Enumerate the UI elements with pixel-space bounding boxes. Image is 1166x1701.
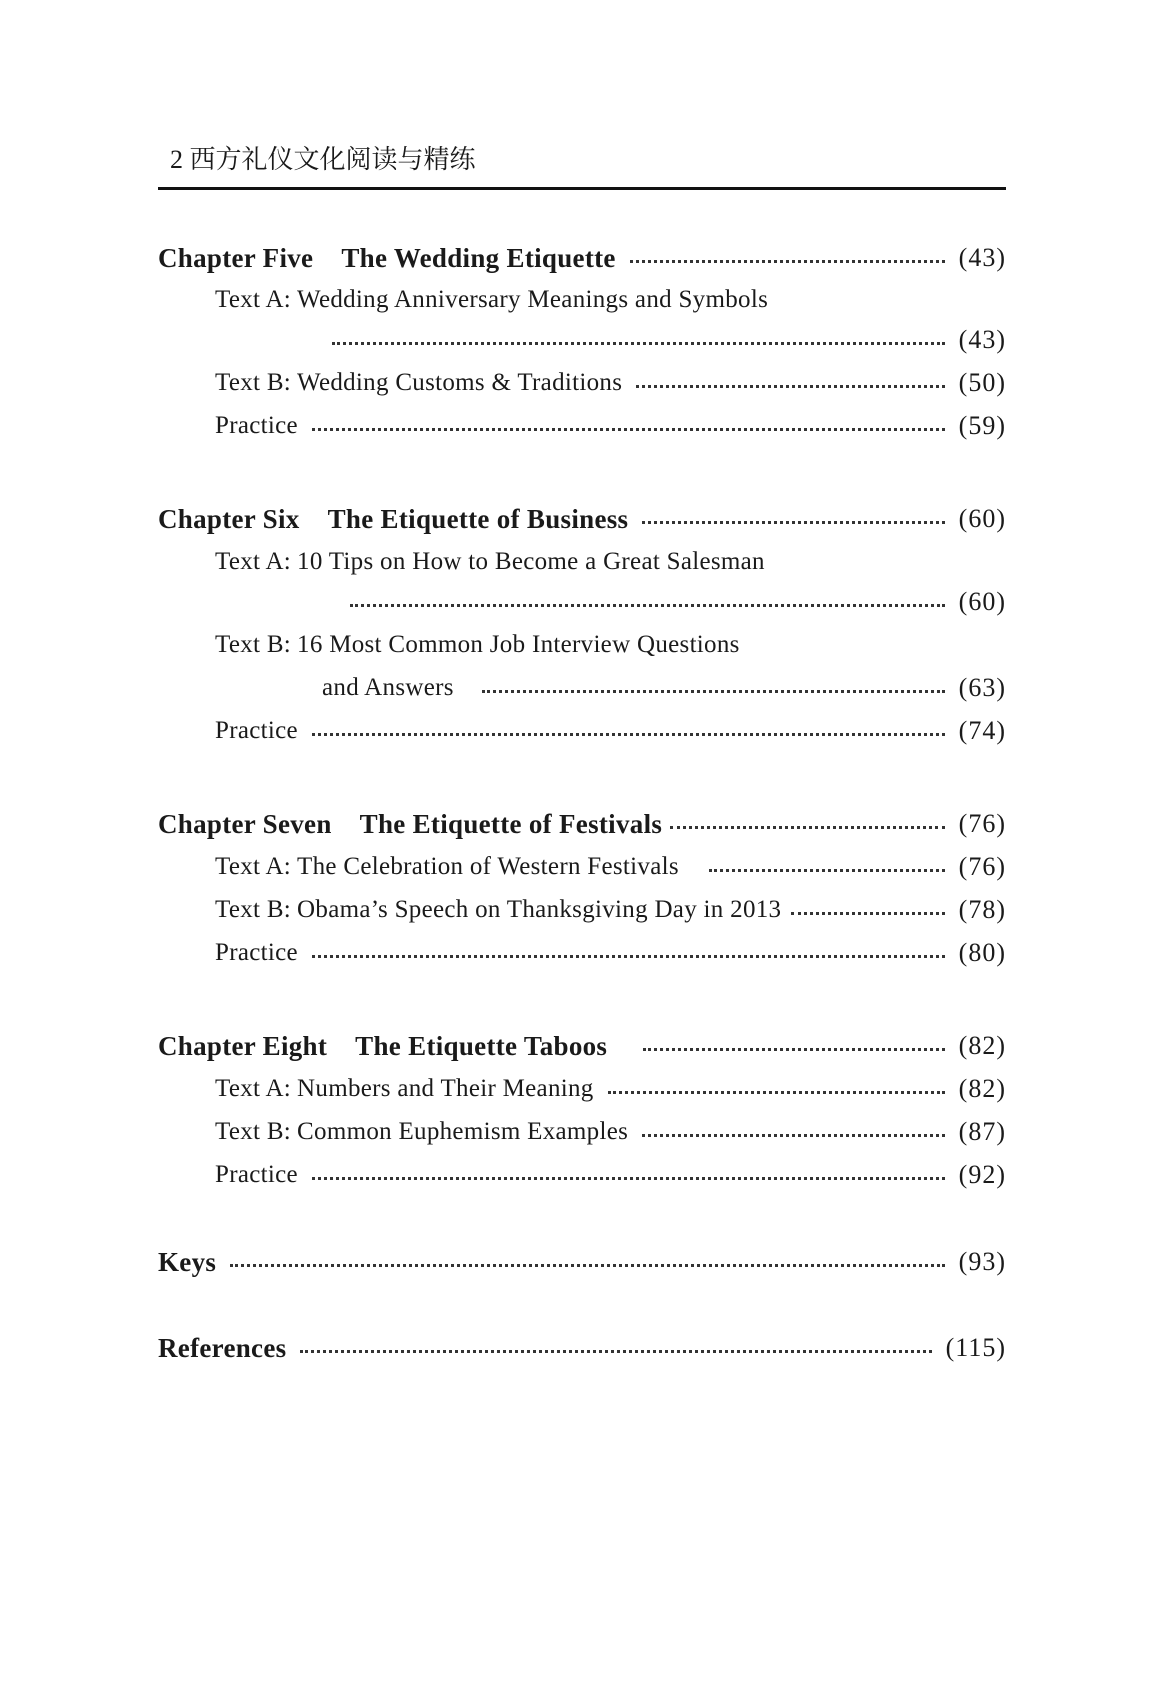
dot-leader (350, 604, 945, 607)
text-prefix: Text B: (215, 896, 292, 923)
page-number: (82) (958, 1074, 1006, 1103)
chapter-title: The Etiquette of Festivals (359, 808, 663, 839)
dot-leader (482, 690, 945, 693)
toc-ch6-text-a (158, 540, 1006, 584)
page-number: (60) (958, 587, 1006, 616)
dot-leader (332, 342, 945, 345)
practice-label: Practice (215, 1161, 298, 1188)
toc-ch8-text-a (158, 1067, 1006, 1111)
text-title: 16 Most Common Job Interview Questions (297, 631, 740, 658)
dot-leader (643, 1048, 944, 1051)
chapter-number: Chapter Eight (158, 1030, 328, 1061)
toc-references (158, 1326, 1006, 1370)
header-book-title: 西方礼仪文化阅读与精练 (189, 145, 476, 174)
page-number: (92) (958, 1160, 1006, 1189)
chapter-title: The Etiquette of Business (327, 503, 629, 534)
dot-leader (300, 1350, 931, 1353)
page-number: (50) (958, 368, 1006, 397)
text-title: Obama’s Speech on Thanksgiving Day in 2013 (297, 896, 782, 923)
dot-leader (709, 869, 945, 872)
page-number: (59) (958, 411, 1006, 440)
toc-ch5-practice (158, 404, 1006, 448)
toc-ch8-text-b (158, 1110, 1006, 1154)
dot-leader (312, 733, 945, 736)
page-number: (115) (945, 1333, 1006, 1362)
chapter-number: Chapter Six (158, 503, 300, 534)
toc-ch6-text-a-leader (158, 580, 1006, 624)
page-number: (87) (958, 1117, 1006, 1146)
page-number: (43) (958, 325, 1006, 354)
dot-leader (636, 385, 944, 388)
dot-leader (642, 521, 944, 524)
page-number: (43) (958, 243, 1006, 272)
toc-ch5-text-a (158, 278, 1006, 322)
chapter-title: The Etiquette Taboos (355, 1030, 608, 1061)
text-title-cont: and Answers (322, 674, 454, 701)
toc-chapter-five (158, 236, 1006, 280)
text-prefix: Text A: (215, 548, 292, 575)
page-number: (78) (958, 895, 1006, 924)
dot-leader (642, 1134, 945, 1137)
dot-leader (791, 912, 944, 915)
toc-chapter-seven (158, 802, 1006, 846)
toc-ch5-text-a-leader (158, 318, 1006, 362)
toc-chapter-eight (158, 1024, 1006, 1068)
header-page-number: 2 (170, 145, 183, 174)
toc-ch5-text-b (158, 361, 1006, 405)
toc-ch8-practice (158, 1153, 1006, 1197)
text-title: 10 Tips on How to Become a Great Salesman (297, 548, 765, 575)
chapter-number: Chapter Seven (158, 808, 332, 839)
page-number: (93) (958, 1247, 1006, 1276)
toc-chapter-six (158, 497, 1006, 541)
toc-keys (158, 1240, 1006, 1284)
toc-ch7-practice (158, 931, 1006, 975)
page-number: (76) (958, 852, 1006, 881)
page-number: (63) (958, 673, 1006, 702)
dot-leader (670, 826, 944, 829)
toc-ch7-text-b (158, 888, 1006, 932)
practice-label: Practice (215, 717, 298, 744)
text-title: Wedding Anniversary Meanings and Symbols (297, 286, 769, 313)
text-prefix: Text A: (215, 853, 292, 880)
text-title: Common Euphemism Examples (297, 1118, 629, 1145)
page-number: (76) (958, 809, 1006, 838)
references-label: References (158, 1332, 287, 1363)
text-title: Wedding Customs & Traditions (297, 369, 623, 396)
toc-ch6-practice (158, 709, 1006, 753)
text-title: The Celebration of Western Festivals (297, 853, 679, 880)
dot-leader (312, 1177, 945, 1180)
page-number: (60) (958, 504, 1006, 533)
dot-leader (230, 1264, 944, 1267)
text-prefix: Text A: (215, 1075, 292, 1102)
toc-ch6-text-b-cont (158, 666, 1006, 710)
practice-label: Practice (215, 412, 298, 439)
keys-label: Keys (158, 1246, 217, 1277)
text-prefix: Text A: (215, 286, 292, 313)
toc-ch7-text-a (158, 845, 1006, 889)
page-number: (74) (958, 716, 1006, 745)
page-number: (80) (958, 938, 1006, 967)
chapter-title: The Wedding Etiquette (341, 242, 616, 273)
practice-label: Practice (215, 939, 298, 966)
header-text (170, 143, 476, 177)
text-prefix: Text B: (215, 631, 292, 658)
text-title: Numbers and Their Meaning (297, 1075, 594, 1102)
dot-leader (312, 428, 945, 431)
text-prefix: Text B: (215, 1118, 292, 1145)
chapter-number: Chapter Five (158, 242, 314, 273)
text-prefix: Text B: (215, 369, 292, 396)
dot-leader (630, 260, 945, 263)
toc-ch6-text-b (158, 623, 1006, 667)
dot-leader (608, 1091, 945, 1094)
running-header (158, 143, 1006, 190)
dot-leader (312, 955, 945, 958)
page-number: (82) (958, 1031, 1006, 1060)
